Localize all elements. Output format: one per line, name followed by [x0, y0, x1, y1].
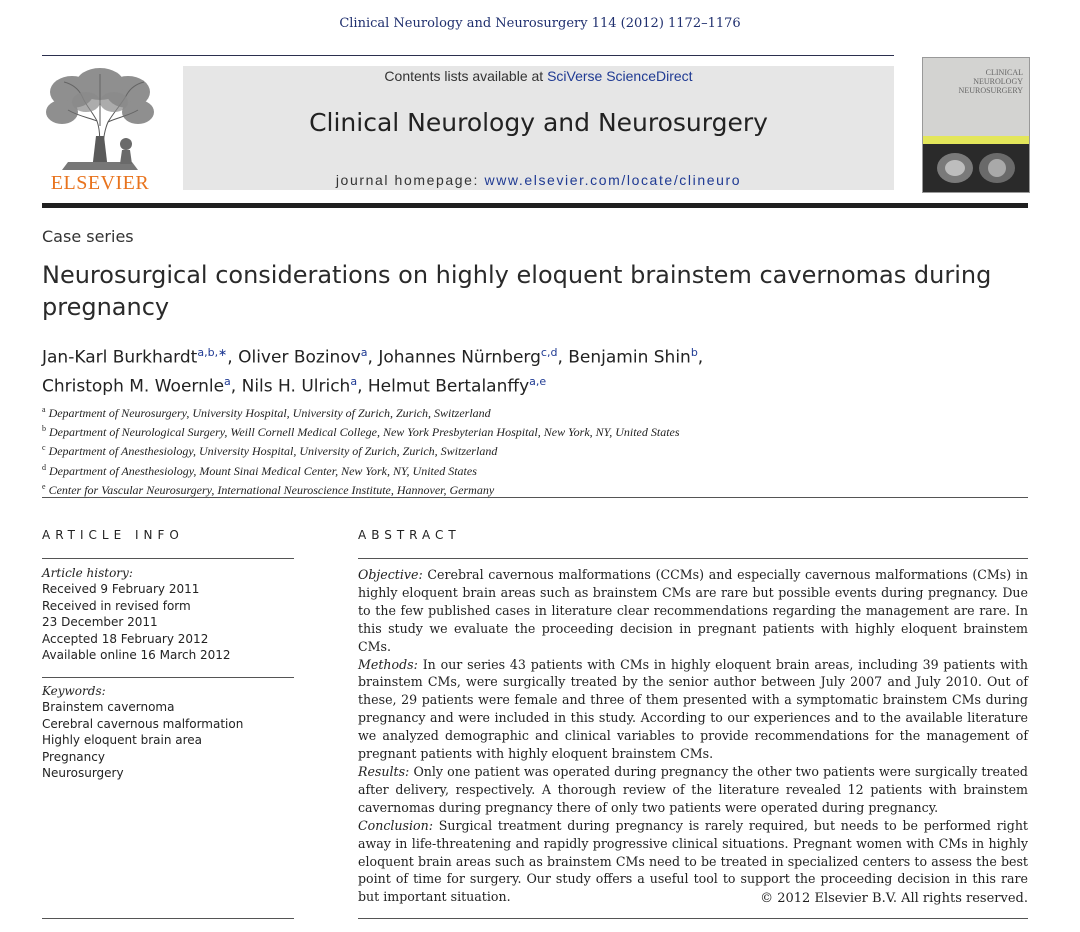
author-affil-sup[interactable]: c,d [540, 346, 558, 359]
cover-title-line2: NEUROLOGY [973, 77, 1023, 86]
affiliation-text: Department of Anesthesiology, University Hospital, University of Zurich, Zurich, Switzerland [48, 444, 498, 459]
homepage-prefix: journal homepage: [335, 172, 485, 188]
sciencedirect-link[interactable]: SciVerse ScienceDirect [547, 68, 693, 84]
affiliation-item [42, 421, 1032, 440]
cover-yellow-strip [923, 136, 1029, 144]
elsevier-wordmark: ELSEVIER [50, 172, 150, 194]
author-separator: , [557, 347, 569, 368]
elsevier-tree-icon [42, 66, 158, 170]
author-name[interactable]: Christoph M. Woernle [42, 376, 225, 397]
affiliation-item [42, 402, 1032, 421]
author-name[interactable]: Helmut Bertalanffy [367, 376, 530, 397]
homepage-link[interactable]: www.elsevier.com/locate/clineuro [484, 172, 742, 188]
history-item: Received 9 February 2011 [42, 582, 200, 597]
affiliation-text: Department of Neurosurgery, University Hospital, University of Zurich, Zurich, Switzerland [48, 406, 491, 420]
banner-bottom-rule [42, 203, 1028, 208]
affiliation-list [42, 402, 1032, 498]
article-history-label: Article history: [42, 566, 133, 580]
author-name[interactable]: Benjamin Shin [568, 347, 691, 368]
copyright-notice: © 2012 Elsevier B.V. All rights reserved. [760, 891, 1028, 906]
affiliation-mark: b [42, 424, 46, 434]
abstract-rule [358, 558, 1028, 559]
article-info-rule [42, 558, 294, 559]
author-affil-sup[interactable]: b [690, 346, 698, 359]
affiliation-mark: d [42, 462, 46, 472]
affiliation-text: Department of Anesthesiology, Mount Sinai Medical Center, New York, NY, United States [49, 463, 477, 478]
author-name[interactable]: Oliver Bozinov [238, 347, 361, 368]
affiliation-text: Center for Vascular Neurosurgery, International Neuroscience Institute, Hannover, Germany [48, 482, 495, 497]
cover-title [959, 68, 1023, 95]
author-separator: , [357, 376, 368, 397]
history-item: Received in revised form [42, 598, 191, 613]
author-separator: , [697, 347, 704, 368]
objective-text: Cerebral cavernous malformations (CCMs) and especially cavernous malformations (CMs) in highly eloquent brain areas such as brainstem CMs are rare but possible events during pregnancy. Due to the few published cases in literature clear recommendations regarding the management are rare. In this study we evaluate the proceeding decision in pregnant patients with highly eloquent brainstem CMs. [358, 567, 1028, 654]
journal-title: Clinical Neurology and Neurosurgery [309, 108, 768, 137]
history-item: Accepted 18 February 2012 [42, 631, 209, 646]
homepage-line [183, 172, 894, 188]
author-name[interactable]: Jan-Karl Burkhardt [42, 347, 198, 368]
author-separator: , [367, 347, 379, 368]
author-affil-sup[interactable]: a [350, 374, 358, 388]
affiliation-mark: e [42, 481, 46, 491]
author-affil-sup[interactable]: a,b,∗ [197, 346, 228, 359]
keyword-item[interactable]: Cerebral cavernous malformation [42, 716, 244, 731]
affiliation-mark: a [42, 405, 46, 414]
abstract-body [358, 566, 1028, 906]
results-text: Only one patient was operated during pregnancy the other two patients were surgically treated after delivery, respectively. A thorough review of the literature revealed 12 patients with brainstem cavernomas during pregnancy there of only two patients were operated during pregnancy. [358, 763, 1028, 815]
history-item: Available online 16 March 2012 [42, 648, 231, 663]
keywords-label: Keywords: [42, 684, 106, 698]
affiliation-item [42, 460, 1032, 479]
brain-scan-icon [933, 149, 1019, 187]
keyword-item[interactable]: Pregnancy [42, 749, 105, 764]
keyword-item[interactable]: Brainstem cavernoma [42, 700, 175, 715]
contents-prefix: Contents lists available at [384, 68, 548, 84]
article-section-type: Case series [42, 227, 134, 246]
journal-citation: Clinical Neurology and Neurosurgery 114 (2012) 1172–1176 [339, 16, 741, 31]
heading-bottom-rule [42, 497, 1028, 498]
header-rule [42, 55, 894, 56]
methods-label: Methods: [358, 656, 418, 672]
author-separator: , [227, 347, 239, 368]
article-title: Neurosurgical considerations on highly eloquent brainstem cavernomas during pregnancy [42, 261, 992, 321]
keyword-item[interactable]: Neurosurgery [42, 766, 124, 781]
affiliation-text: Department of Neurological Surgery, Weill Cornell Medical College, New York Presbyterian Hospital, New York, NY, United States [49, 425, 680, 440]
cover-title-line1: CLINICAL [985, 68, 1023, 77]
left-column-bottom-rule [42, 918, 294, 919]
history-item: 23 December 2011 [42, 615, 158, 630]
objective-label: Objective: [358, 567, 423, 582]
article-info-heading: ARTICLE INFO [42, 528, 184, 542]
methods-text: In our series 43 patients with CMs in highly eloquent brain areas, including 39 patients with brainstem CMs, were surgically treated by the senior author between July 2007 and July 2010. Out of these, 29 patients were female and three of them presented with a symptomatic brainstem CMs during pregnancy and were included in this study. According to our experiences and to the available literature we analyzed demographic and clinical variables to provide recommendations for the management of pregnant patients with highly eloquent brainstem CMs. [358, 656, 1028, 762]
abstract-bottom-rule [358, 918, 1028, 919]
author-affil-sup[interactable]: a [224, 374, 231, 388]
results-label: Results: [358, 763, 410, 779]
cover-title-line3: NEUROSURGERY [958, 86, 1023, 95]
article-history [42, 565, 294, 663]
author-separator: , [230, 376, 242, 397]
author-name[interactable]: Nils H. Ulrich [241, 376, 351, 397]
affiliation-mark: c [42, 443, 46, 453]
elsevier-logo[interactable] [42, 66, 158, 192]
conclusion-label: Conclusion: [358, 817, 433, 833]
affiliation-item [42, 479, 1032, 498]
author-name[interactable]: Johannes Nürnberg [378, 347, 541, 368]
author-affil-sup[interactable]: a,e [529, 374, 547, 388]
keywords [42, 683, 294, 781]
abstract-heading: ABSTRACT [358, 528, 461, 542]
contents-line [183, 68, 894, 84]
affiliation-item [42, 440, 1032, 459]
journal-banner [183, 66, 894, 190]
journal-cover-thumbnail[interactable] [922, 57, 1030, 193]
history-rule [42, 677, 294, 678]
keyword-item[interactable]: Highly eloquent brain area [42, 733, 203, 748]
conclusion-text: Surgical treatment during pregnancy is rarely required, but needs to be performed right away in life-threatening and rapidly progressive clinical situations. Pregnant women with CMs in highly eloquent brain areas such as brainstem CMs need to be treated in specialized centers to assess the best point of time for surgery. Our study offers a useful tool to support the proceeding decision in this rare but important situation. [358, 817, 1028, 905]
author-list [42, 341, 1032, 398]
author-affil-sup[interactable]: a [360, 346, 368, 359]
